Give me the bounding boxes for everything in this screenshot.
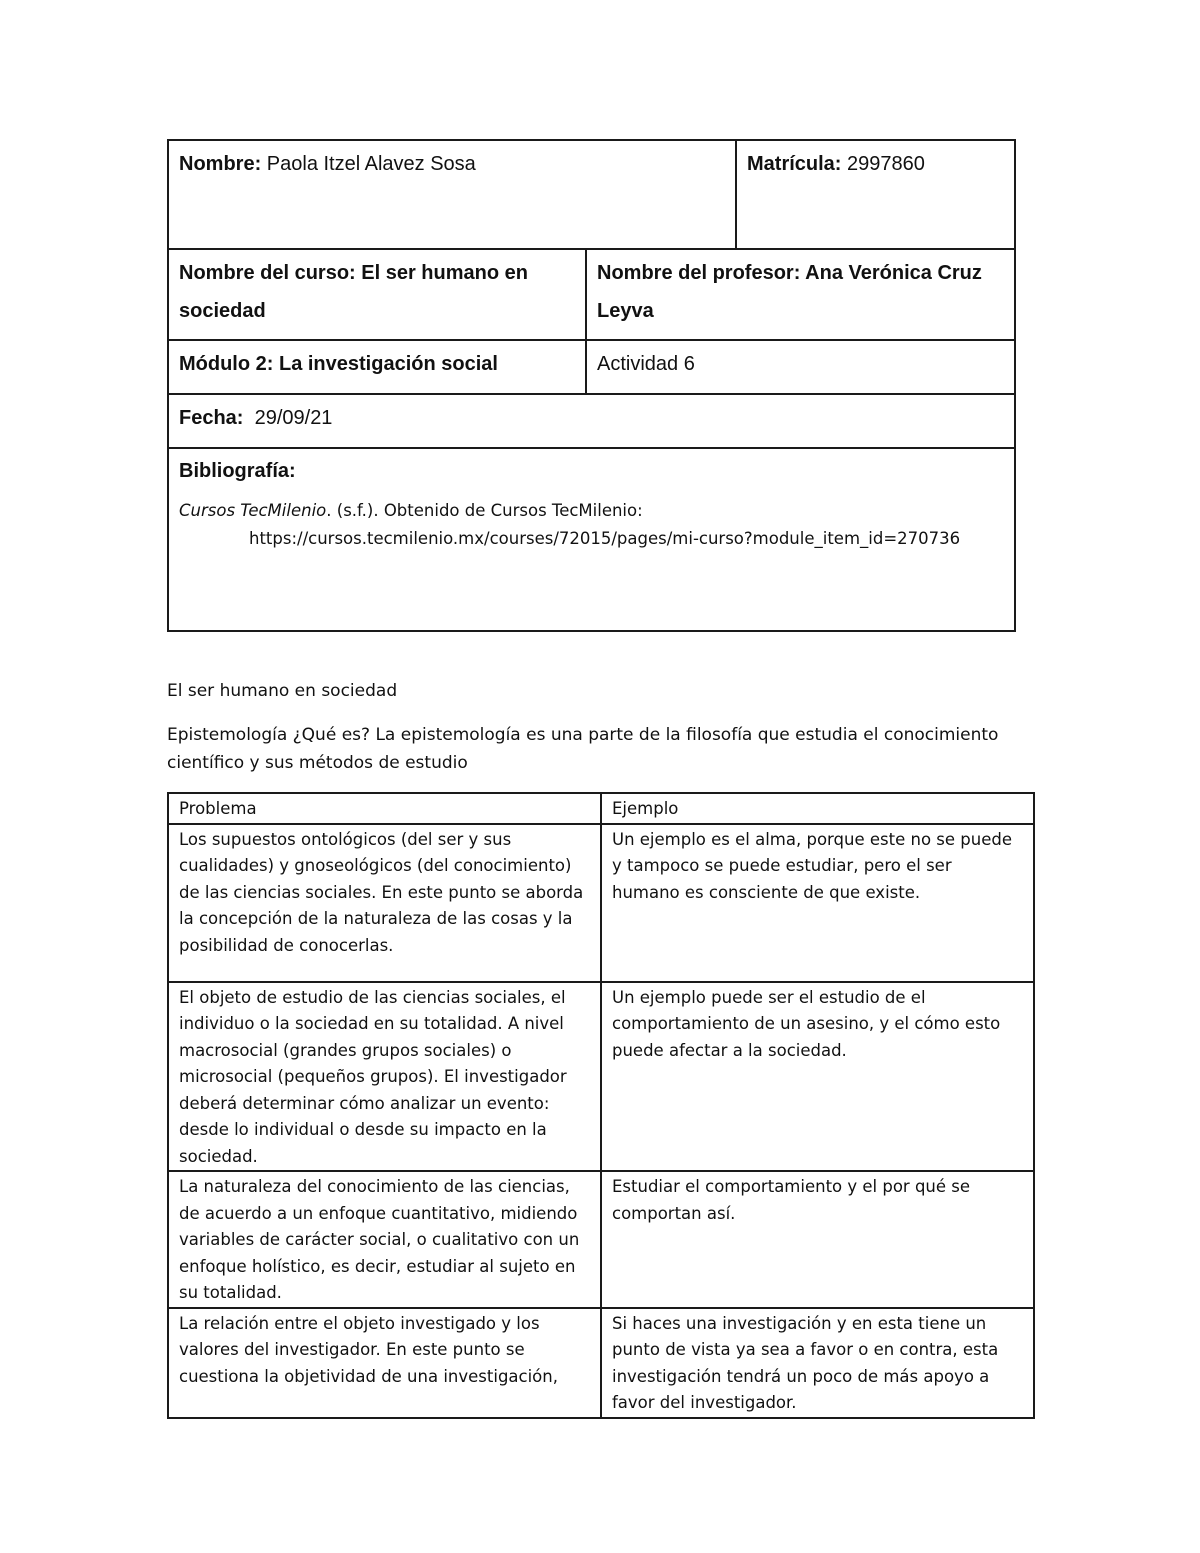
profesor-cell — [585, 250, 1014, 339]
actividad-value: Actividad 6 — [597, 353, 695, 375]
problems-table — [167, 792, 1035, 1419]
actividad-cell — [585, 341, 1014, 393]
ejemplo-cell: Si haces una investigación y en esta tiene un punto de vista ya sea a favor o en contra, esta investigación tendrá un poco de más apoyo a favor del investigador. — [601, 1308, 1034, 1418]
table-row — [168, 1171, 1034, 1308]
info-row-name — [169, 141, 1014, 248]
matricula-label: Matrícula: — [747, 153, 842, 175]
nombre-cell — [169, 141, 735, 248]
curso-label: Nombre del curso: El ser humano en sociedad — [179, 262, 528, 322]
bibliografia-label: Bibliografía: — [179, 460, 296, 482]
student-info-table — [167, 139, 1016, 632]
problema-cell: La relación entre el objeto investigado y los valores del investigador. En este punto se cuestiona la objetividad de una investigación, — [168, 1308, 601, 1418]
table-row — [168, 824, 1034, 982]
info-row-module — [169, 339, 1014, 393]
biblio-source-rest: . (s.f.). Obtenido de Cursos TecMilenio: https://cursos.tecmilenio.mx/courses/72015/pages/mi-curso?module_item_id=270736 — [249, 501, 961, 548]
bibliography-entry — [179, 497, 1004, 553]
table-row — [168, 1308, 1034, 1418]
matricula-value: 2997860 — [841, 153, 925, 175]
header-ejemplo: Ejemplo — [601, 793, 1034, 824]
curso-cell — [169, 250, 585, 339]
info-row-date — [169, 393, 1014, 447]
info-row-bibliography — [169, 447, 1014, 630]
section-heading: El ser humano en sociedad — [167, 681, 398, 701]
problema-cell: Los supuestos ontológicos (del ser y sus cualidades) y gnoseológicos (del conocimiento) de las ciencias sociales. En este punto se aborda la concepción de la naturaleza de las cosas y la posibilidad de conocerlas. — [168, 824, 601, 982]
epistemologia-paragraph: Epistemología ¿Qué es? La epistemología es una parte de la filosofía que estudia el conocimiento científico y sus métodos de estudio — [167, 725, 999, 773]
ejemplo-cell: Un ejemplo es el alma, porque este no se puede y tampoco se puede estudiar, pero el ser humano es consciente de que existe. — [601, 824, 1034, 982]
modulo-label: Módulo 2: La investigación social — [179, 353, 498, 375]
problema-cell: El objeto de estudio de las ciencias sociales, el individuo o la sociedad en su totalidad. A nivel macrosocial (grandes grupos sociales) o microsocial (pequeños grupos). El investigador deberá determinar cómo analizar un evento: desde lo individual o desde su impacto en la sociedad. — [168, 982, 601, 1172]
fecha-cell — [169, 395, 1014, 447]
matricula-cell — [735, 141, 1014, 248]
info-row-course — [169, 248, 1014, 339]
fecha-value: 29/09/21 — [243, 407, 333, 429]
modulo-cell — [169, 341, 585, 393]
bibliografia-cell — [169, 449, 1014, 630]
fecha-label: Fecha: — [179, 407, 244, 429]
ejemplo-cell: Estudiar el comportamiento y el por qué se comportan así. — [601, 1171, 1034, 1308]
biblio-source-title: Cursos TecMilenio — [179, 501, 327, 520]
profesor-label: Nombre del profesor: Ana Verónica Cruz Leyva — [597, 262, 982, 322]
header-problema: Problema — [168, 793, 601, 824]
nombre-label: Nombre: — [179, 153, 262, 175]
problema-cell: La naturaleza del conocimiento de las ciencias, de acuerdo a un enfoque cuantitativo, midiendo variables de carácter social, o cualitativo con un enfoque holístico, es decir, estudiar al sujeto en su totalidad. — [168, 1171, 601, 1308]
nombre-value: Paola Itzel Alavez Sosa — [261, 153, 476, 175]
table-header-row — [168, 793, 1034, 824]
table-row — [168, 982, 1034, 1172]
ejemplo-cell: Un ejemplo puede ser el estudio de el comportamiento de un asesino, y el cómo esto puede afectar a la sociedad. — [601, 982, 1034, 1172]
